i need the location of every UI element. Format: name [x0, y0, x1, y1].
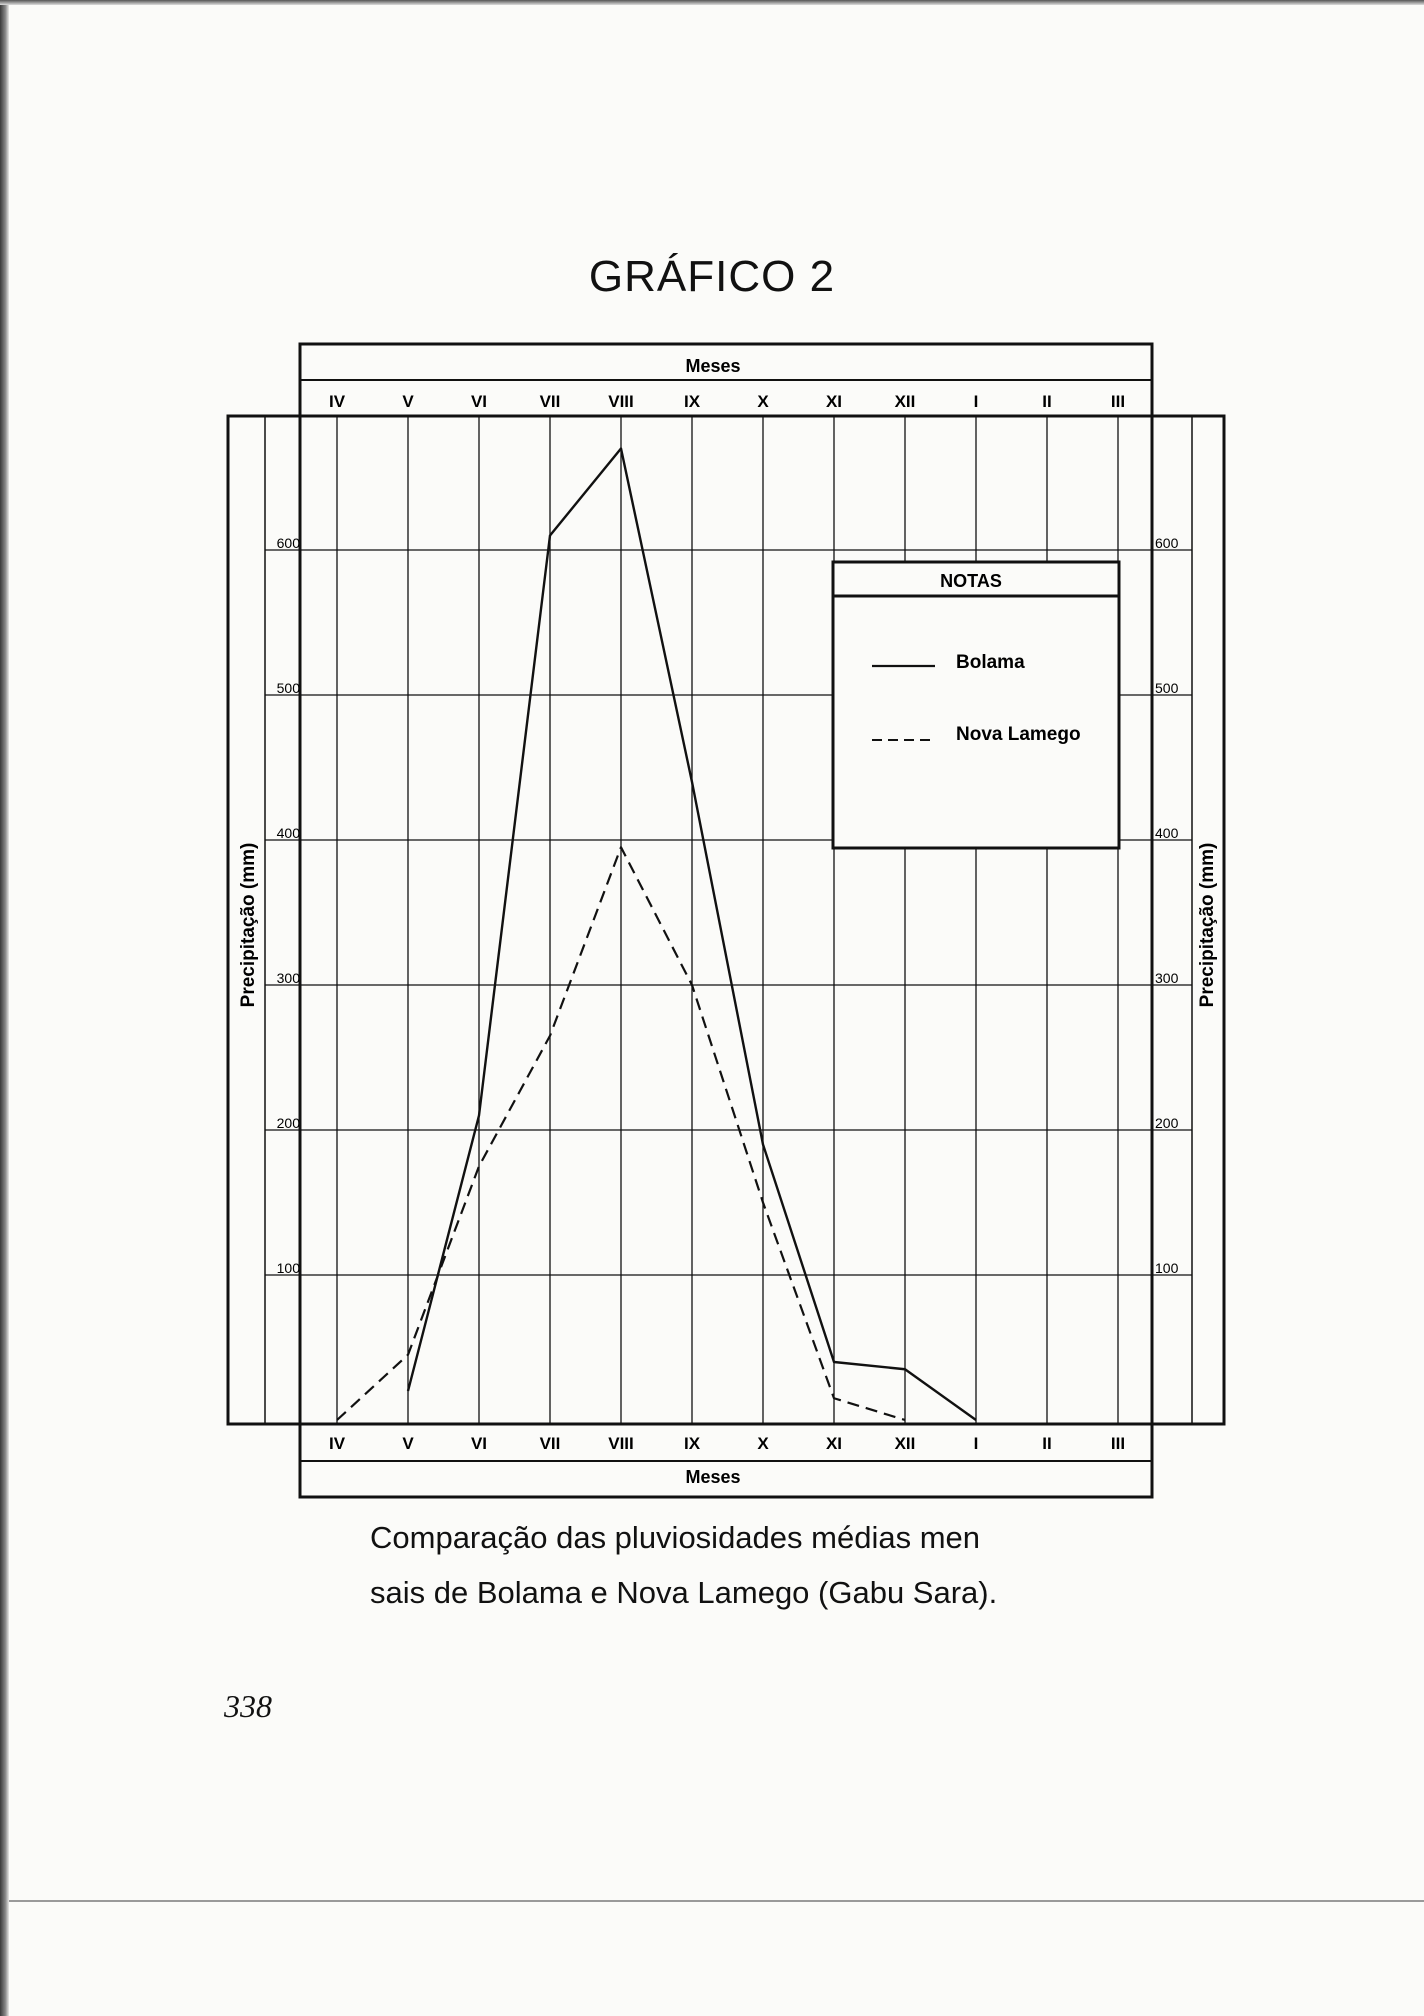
legend-item-bolama: Bolama — [956, 652, 1025, 673]
ytick-left-300: 300 — [276, 970, 300, 986]
month-label-bottom-XII: XII — [894, 1434, 916, 1453]
month-label-bottom-IX: IX — [683, 1434, 701, 1453]
ytick-left-500: 500 — [276, 680, 300, 696]
ylabel-left: Precipitação (mm) — [238, 842, 259, 1008]
month-label-top-VI: VI — [470, 392, 488, 411]
figure-caption — [370, 1510, 1100, 1620]
ytick-right-300: 300 — [1155, 970, 1179, 986]
legend-box — [833, 562, 1119, 848]
ytick-right-100: 100 — [1155, 1260, 1179, 1276]
month-label-bottom-IV: IV — [328, 1434, 346, 1453]
caption-line-1: Comparação das pluviosidades médias men — [370, 1520, 980, 1555]
ytick-left-100: 100 — [276, 1260, 300, 1276]
month-label-bottom-XI: XI — [825, 1434, 843, 1453]
legend-item-nova-lamego: Nova Lamego — [956, 724, 1081, 745]
month-label-bottom-VIII: VIII — [608, 1434, 634, 1453]
month-label-bottom-VII: VII — [539, 1434, 561, 1453]
ytick-right-600: 600 — [1155, 535, 1179, 551]
page-number: 338 — [224, 1688, 272, 1724]
month-label-top-VII: VII — [539, 392, 561, 411]
month-label-bottom-I: I — [973, 1434, 979, 1453]
chart-title: GRÁFICO 2 — [588, 252, 836, 301]
chart-outer-frame — [300, 344, 1152, 1497]
y-ticks-left — [277, 535, 301, 1276]
month-label-bottom-II: II — [1042, 1434, 1052, 1453]
month-label-top-XII: XII — [894, 392, 916, 411]
ylabel-right: Precipitação (mm) — [1197, 842, 1218, 1008]
caption-line-2: sais de Bolama e Nova Lamego (Gabu Sara). — [370, 1575, 998, 1610]
ytick-left-200: 200 — [276, 1115, 300, 1131]
ytick-right-200: 200 — [1155, 1115, 1179, 1131]
legend-title: NOTAS — [940, 571, 1002, 591]
y-ticks-right — [1155, 535, 1179, 1276]
month-label-top-III: III — [1110, 392, 1126, 411]
month-ticks-bottom — [315, 1429, 1140, 1453]
month-label-top-XI: XI — [825, 392, 843, 411]
ytick-right-400: 400 — [1155, 825, 1179, 841]
month-label-bottom-VI: VI — [470, 1434, 488, 1453]
ytick-left-400: 400 — [276, 825, 300, 841]
ytick-right-500: 500 — [1155, 680, 1179, 696]
month-label-top-X: X — [757, 392, 769, 411]
month-label-top-IX: IX — [683, 392, 701, 411]
month-label-top-VIII: VIII — [608, 392, 634, 411]
month-label-top-V: V — [402, 392, 414, 411]
ytick-left-600: 600 — [276, 535, 300, 551]
month-label-top-IV: IV — [328, 392, 346, 411]
month-label-bottom-V: V — [402, 1434, 414, 1453]
month-label-bottom-III: III — [1110, 1434, 1126, 1453]
legend — [833, 562, 1119, 848]
month-label-top-II: II — [1042, 392, 1052, 411]
month-label-bottom-X: X — [757, 1434, 769, 1453]
xlabel-bottom: Meses — [685, 1467, 741, 1487]
xlabel-top: Meses — [685, 356, 741, 376]
month-ticks-top — [315, 387, 1140, 411]
month-label-top-I: I — [973, 392, 979, 411]
